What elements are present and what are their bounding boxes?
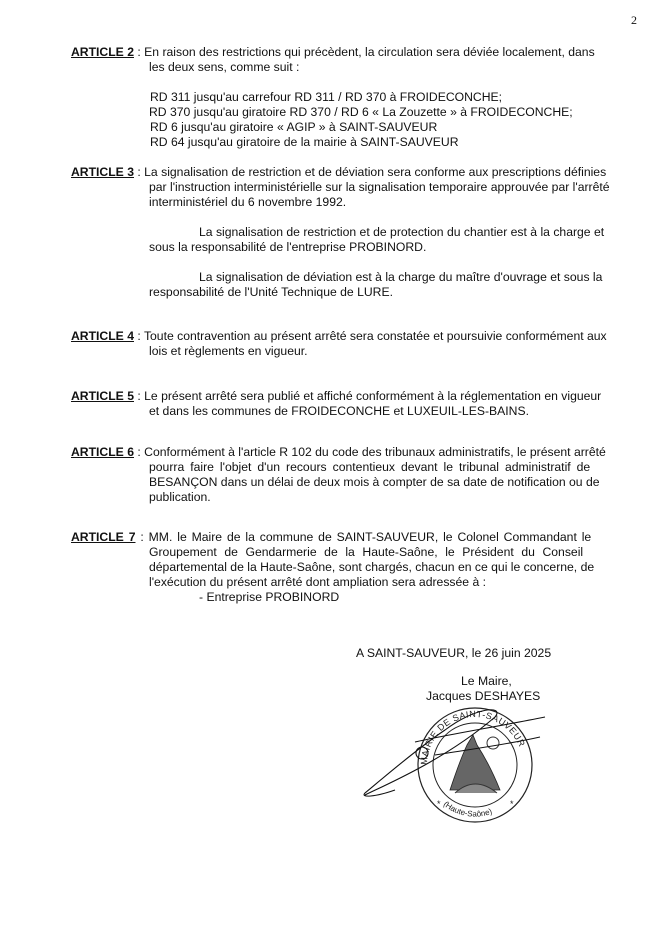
article-text: lois et règlements en vigueur. bbox=[149, 344, 308, 358]
recipient: - Entreprise PROBINORD bbox=[199, 590, 340, 604]
article-text: par l'instruction interministérielle sur la signalisation temporaire approuvée par l'arrêté bbox=[149, 180, 610, 194]
route-item: RD 370 jusqu'au giratoire RD 370 / RD 6 « La Zouzette » à FROIDECONCHE; bbox=[149, 105, 573, 119]
article-4 bbox=[71, 329, 660, 359]
article-text: BESANÇON dans un délai de deux mois à compter de sa date de notification ou de bbox=[149, 475, 600, 489]
article-text: pourra faire l'objet d'un recours contentieux devant le tribunal administratif de bbox=[149, 460, 591, 474]
article-text: Groupement de Gendarmerie de la Haute-Saône, le Président du Conseil bbox=[149, 545, 584, 559]
svg-text:(Haute-Saône): (Haute-Saône) bbox=[441, 799, 494, 819]
svg-text:*: * bbox=[510, 799, 514, 809]
article-text: les deux sens, comme suit : bbox=[149, 60, 300, 74]
article-3 bbox=[71, 165, 660, 300]
page-number: 2 bbox=[631, 13, 637, 27]
article-7 bbox=[71, 530, 660, 605]
article-text: et dans les communes de FROIDECONCHE et LUXEUIL-LES-BAINS. bbox=[149, 404, 529, 418]
svg-text:MAIRIE DE SAINT-SAUVEUR: MAIRIE DE SAINT-SAUVEUR bbox=[418, 708, 528, 766]
separator: : bbox=[135, 530, 149, 544]
article-text: MM. le Maire de la commune de SAINT-SAUVEUR, le Colonel Commandant le bbox=[148, 530, 592, 544]
article-text: La signalisation de déviation est à la charge du maître d'ouvrage et sous la bbox=[199, 270, 603, 284]
route-item: RD 64 jusqu'au giratoire de la mairie à SAINT-SAUVEUR bbox=[150, 135, 459, 149]
article-label: ARTICLE 3 bbox=[71, 165, 134, 179]
article-text: sous la responsabilité de l'entreprise PROBINORD. bbox=[149, 240, 427, 254]
separator: : bbox=[133, 165, 145, 179]
mayor-stamp-and-signature bbox=[355, 705, 555, 840]
signatory-name: Jacques DESHAYES bbox=[426, 689, 541, 703]
place-date: A SAINT-SAUVEUR, le 26 juin 2025 bbox=[356, 646, 552, 660]
article-text: départemental de la Haute-Saône, sont chargés, chacun en ce qui le concerne, de bbox=[149, 560, 595, 574]
article-text: responsabilité de l'Unité Technique de LURE. bbox=[149, 285, 393, 299]
svg-text:*: * bbox=[437, 799, 441, 809]
article-label: ARTICLE 7 bbox=[71, 530, 136, 544]
article-6 bbox=[71, 445, 660, 505]
article-text: La signalisation de restriction et de protection du chantier est à la charge et bbox=[199, 225, 605, 239]
separator: : bbox=[133, 329, 144, 343]
article-text: Le présent arrêté sera publié et affiché conformément à la réglementation en vigueur bbox=[144, 389, 602, 403]
article-5 bbox=[71, 389, 660, 419]
official-seal bbox=[418, 708, 532, 822]
article-text: publication. bbox=[149, 490, 211, 504]
route-item: RD 6 jusqu'au giratoire « AGIP » à SAINT-SAUVEUR bbox=[150, 120, 438, 134]
article-label: ARTICLE 6 bbox=[71, 445, 134, 459]
article-label: ARTICLE 5 bbox=[71, 389, 134, 403]
article-text: La signalisation de restriction et de déviation sera conforme aux prescriptions définies bbox=[144, 165, 607, 179]
separator: : bbox=[133, 445, 145, 459]
article-text: En raison des restrictions qui précèdent, la circulation sera déviée localement, dans bbox=[144, 45, 595, 59]
signatory-title: Le Maire, bbox=[461, 674, 512, 688]
article-label: ARTICLE 4 bbox=[71, 329, 134, 343]
article-text: Conformément à l'article R 102 du code des tribunaux administratifs, le présent arrêté bbox=[144, 445, 606, 459]
article-text: interministériel du 6 novembre 1992. bbox=[149, 195, 347, 209]
article-text: l'exécution du présent arrêté dont ampliation sera adressée à : bbox=[149, 575, 487, 589]
article-text: Toute contravention au présent arrêté sera constatée et poursuivie conformément aux bbox=[143, 329, 607, 343]
article-label: ARTICLE 2 bbox=[71, 45, 134, 59]
route-item: RD 311 jusqu'au carrefour RD 311 / RD 370 à FROIDECONCHE; bbox=[150, 90, 503, 104]
separator: : bbox=[133, 45, 145, 59]
article-2 bbox=[71, 45, 660, 150]
separator: : bbox=[133, 389, 145, 403]
